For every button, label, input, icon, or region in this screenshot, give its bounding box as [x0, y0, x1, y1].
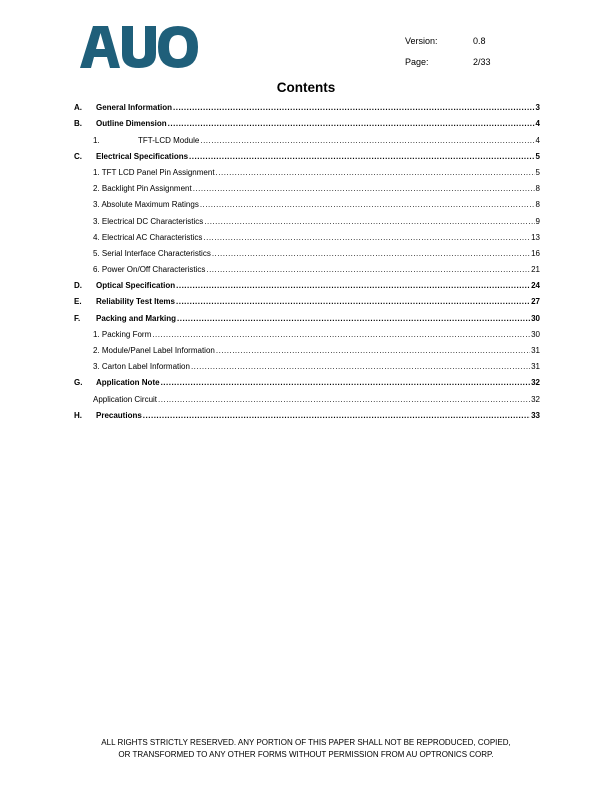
toc-entry-label: General Information [96, 103, 173, 113]
toc-entry[interactable] [74, 274, 540, 290]
toc-page-number: 30 [531, 329, 540, 339]
toc-section-letter: E. [74, 297, 82, 307]
toc-dot-leader [158, 395, 530, 404]
toc-entry-label: Application Circuit [93, 394, 158, 404]
toc-dot-leader [193, 184, 535, 193]
toc-entry-label: 2. Backlight Pin Assignment [93, 184, 192, 194]
version-value: 0.8 [473, 35, 486, 46]
toc-page-number: 32 [531, 378, 540, 388]
toc-dot-leader [216, 168, 535, 177]
toc-dot-leader [161, 378, 531, 387]
toc-entry-label: Electrical Specifications [96, 151, 189, 161]
toc-entry-label: 3. Electrical DC Characteristics [93, 216, 204, 226]
toc-entry[interactable] [74, 339, 540, 355]
toc-entry-label: TFT-LCD Module [138, 135, 200, 145]
page-value: 2/33 [473, 56, 491, 67]
toc-entry[interactable] [74, 404, 540, 420]
toc-entry-label: Precautions [96, 410, 142, 420]
toc-dot-leader [176, 281, 530, 290]
toc-page-number: 32 [531, 394, 540, 404]
toc-entry[interactable] [74, 306, 540, 322]
toc-entry-label: 5. Serial Interface Characteristics [93, 248, 211, 258]
toc-section-letter: F. [74, 313, 81, 323]
toc-entry[interactable] [74, 258, 540, 274]
copyright-footer [0, 737, 612, 761]
toc-section-letter: C. [74, 151, 82, 161]
toc-page-number: 24 [531, 281, 540, 291]
toc-entry[interactable] [74, 193, 540, 209]
auo-logo [80, 26, 198, 68]
toc-page-number: 30 [531, 313, 540, 323]
toc-page-number: 4 [535, 135, 540, 145]
toc-entry-label: 1. Packing Form [93, 329, 152, 339]
toc-page-number: 5 [535, 151, 540, 161]
toc-dot-leader [177, 314, 530, 323]
toc-entry[interactable] [74, 145, 540, 161]
toc-entry[interactable] [74, 290, 540, 306]
toc-entry-label: 3. Carton Label Information [93, 362, 190, 372]
toc-page-number: 13 [531, 232, 540, 242]
toc-section-letter: B. [74, 119, 82, 129]
toc-dot-leader [168, 119, 535, 128]
toc-section-letter: H. [74, 410, 82, 420]
toc-dot-leader [143, 411, 530, 420]
footer-line-1: ALL RIGHTS STRICTLY RESERVED. ANY PORTION OF THIS PAPER SHALL NOT BE REPRODUCED, COPIED, [101, 738, 511, 747]
toc-dot-leader [204, 217, 534, 226]
toc-dot-leader [173, 103, 535, 112]
toc-page-number: 31 [531, 346, 540, 355]
toc-entry[interactable] [74, 96, 540, 112]
table-of-contents [74, 96, 540, 420]
toc-dot-leader [206, 265, 530, 274]
footer-line-2: OR TRANSFORMED TO ANY OTHER FORMS WITHOUT PERMISSION FROM AU OPTRONICS CORP. [118, 750, 494, 759]
version-row [405, 30, 491, 51]
toc-entry-label: Reliability Test Items [96, 297, 175, 307]
toc-entry[interactable] [74, 128, 540, 144]
toc-entry-label: Application Note [96, 378, 160, 388]
toc-entry[interactable] [74, 387, 540, 403]
toc-dot-leader [203, 233, 530, 242]
toc-page-number: 4 [535, 119, 540, 129]
toc-dot-leader [176, 297, 530, 306]
toc-item-number: 1. [93, 135, 100, 145]
toc-entry-label: Optical Specification [96, 281, 176, 291]
page-label: Page: [405, 56, 429, 67]
toc-page-number: 9 [535, 216, 540, 226]
version-label: Version: [405, 35, 438, 46]
contents-title: Contents [276, 80, 336, 95]
page-row [405, 51, 491, 72]
toc-dot-leader [216, 346, 530, 355]
toc-page-number: 21 [531, 265, 540, 275]
toc-entry[interactable] [74, 323, 540, 339]
toc-entry[interactable] [74, 161, 540, 177]
toc-page-number: 5 [535, 167, 540, 177]
toc-entry-label: 3. Absolute Maximum Ratings [93, 200, 199, 210]
toc-page-number: 27 [531, 297, 540, 307]
toc-page-number: 3 [535, 103, 540, 113]
toc-entry-label: 1. TFT LCD Panel Pin Assignment [93, 167, 215, 177]
toc-dot-leader [212, 249, 530, 258]
toc-dot-leader [191, 362, 530, 371]
toc-page-number: 33 [531, 410, 540, 420]
toc-entry-label: Outline Dimension [96, 119, 167, 129]
toc-section-letter: D. [74, 281, 82, 291]
toc-entry[interactable] [74, 209, 540, 225]
toc-entry[interactable] [74, 226, 540, 242]
toc-dot-leader [200, 136, 534, 145]
toc-entry[interactable] [74, 242, 540, 258]
toc-entry-label: 4. Electrical AC Characteristics [93, 232, 203, 242]
toc-page-number: 8 [535, 184, 540, 194]
toc-page-number: 16 [531, 248, 540, 258]
toc-dot-leader [152, 330, 530, 339]
toc-section-letter: G. [74, 378, 83, 388]
toc-entry-label: Packing and Marking [96, 313, 177, 323]
toc-page-number: 8 [535, 200, 540, 210]
toc-entry-label: 6. Power On/Off Characteristics [93, 265, 206, 275]
toc-entry[interactable] [74, 112, 540, 128]
toc-entry-label: 2. Module/Panel Label Information [93, 346, 215, 355]
toc-page-number: 31 [531, 362, 540, 372]
toc-section-letter: A. [74, 103, 82, 113]
toc-entry[interactable] [74, 177, 540, 193]
toc-dot-leader [200, 200, 535, 209]
toc-dot-leader [189, 152, 535, 161]
toc-entry[interactable] [74, 371, 540, 387]
toc-entry[interactable] [74, 355, 540, 371]
document-meta [405, 30, 491, 72]
